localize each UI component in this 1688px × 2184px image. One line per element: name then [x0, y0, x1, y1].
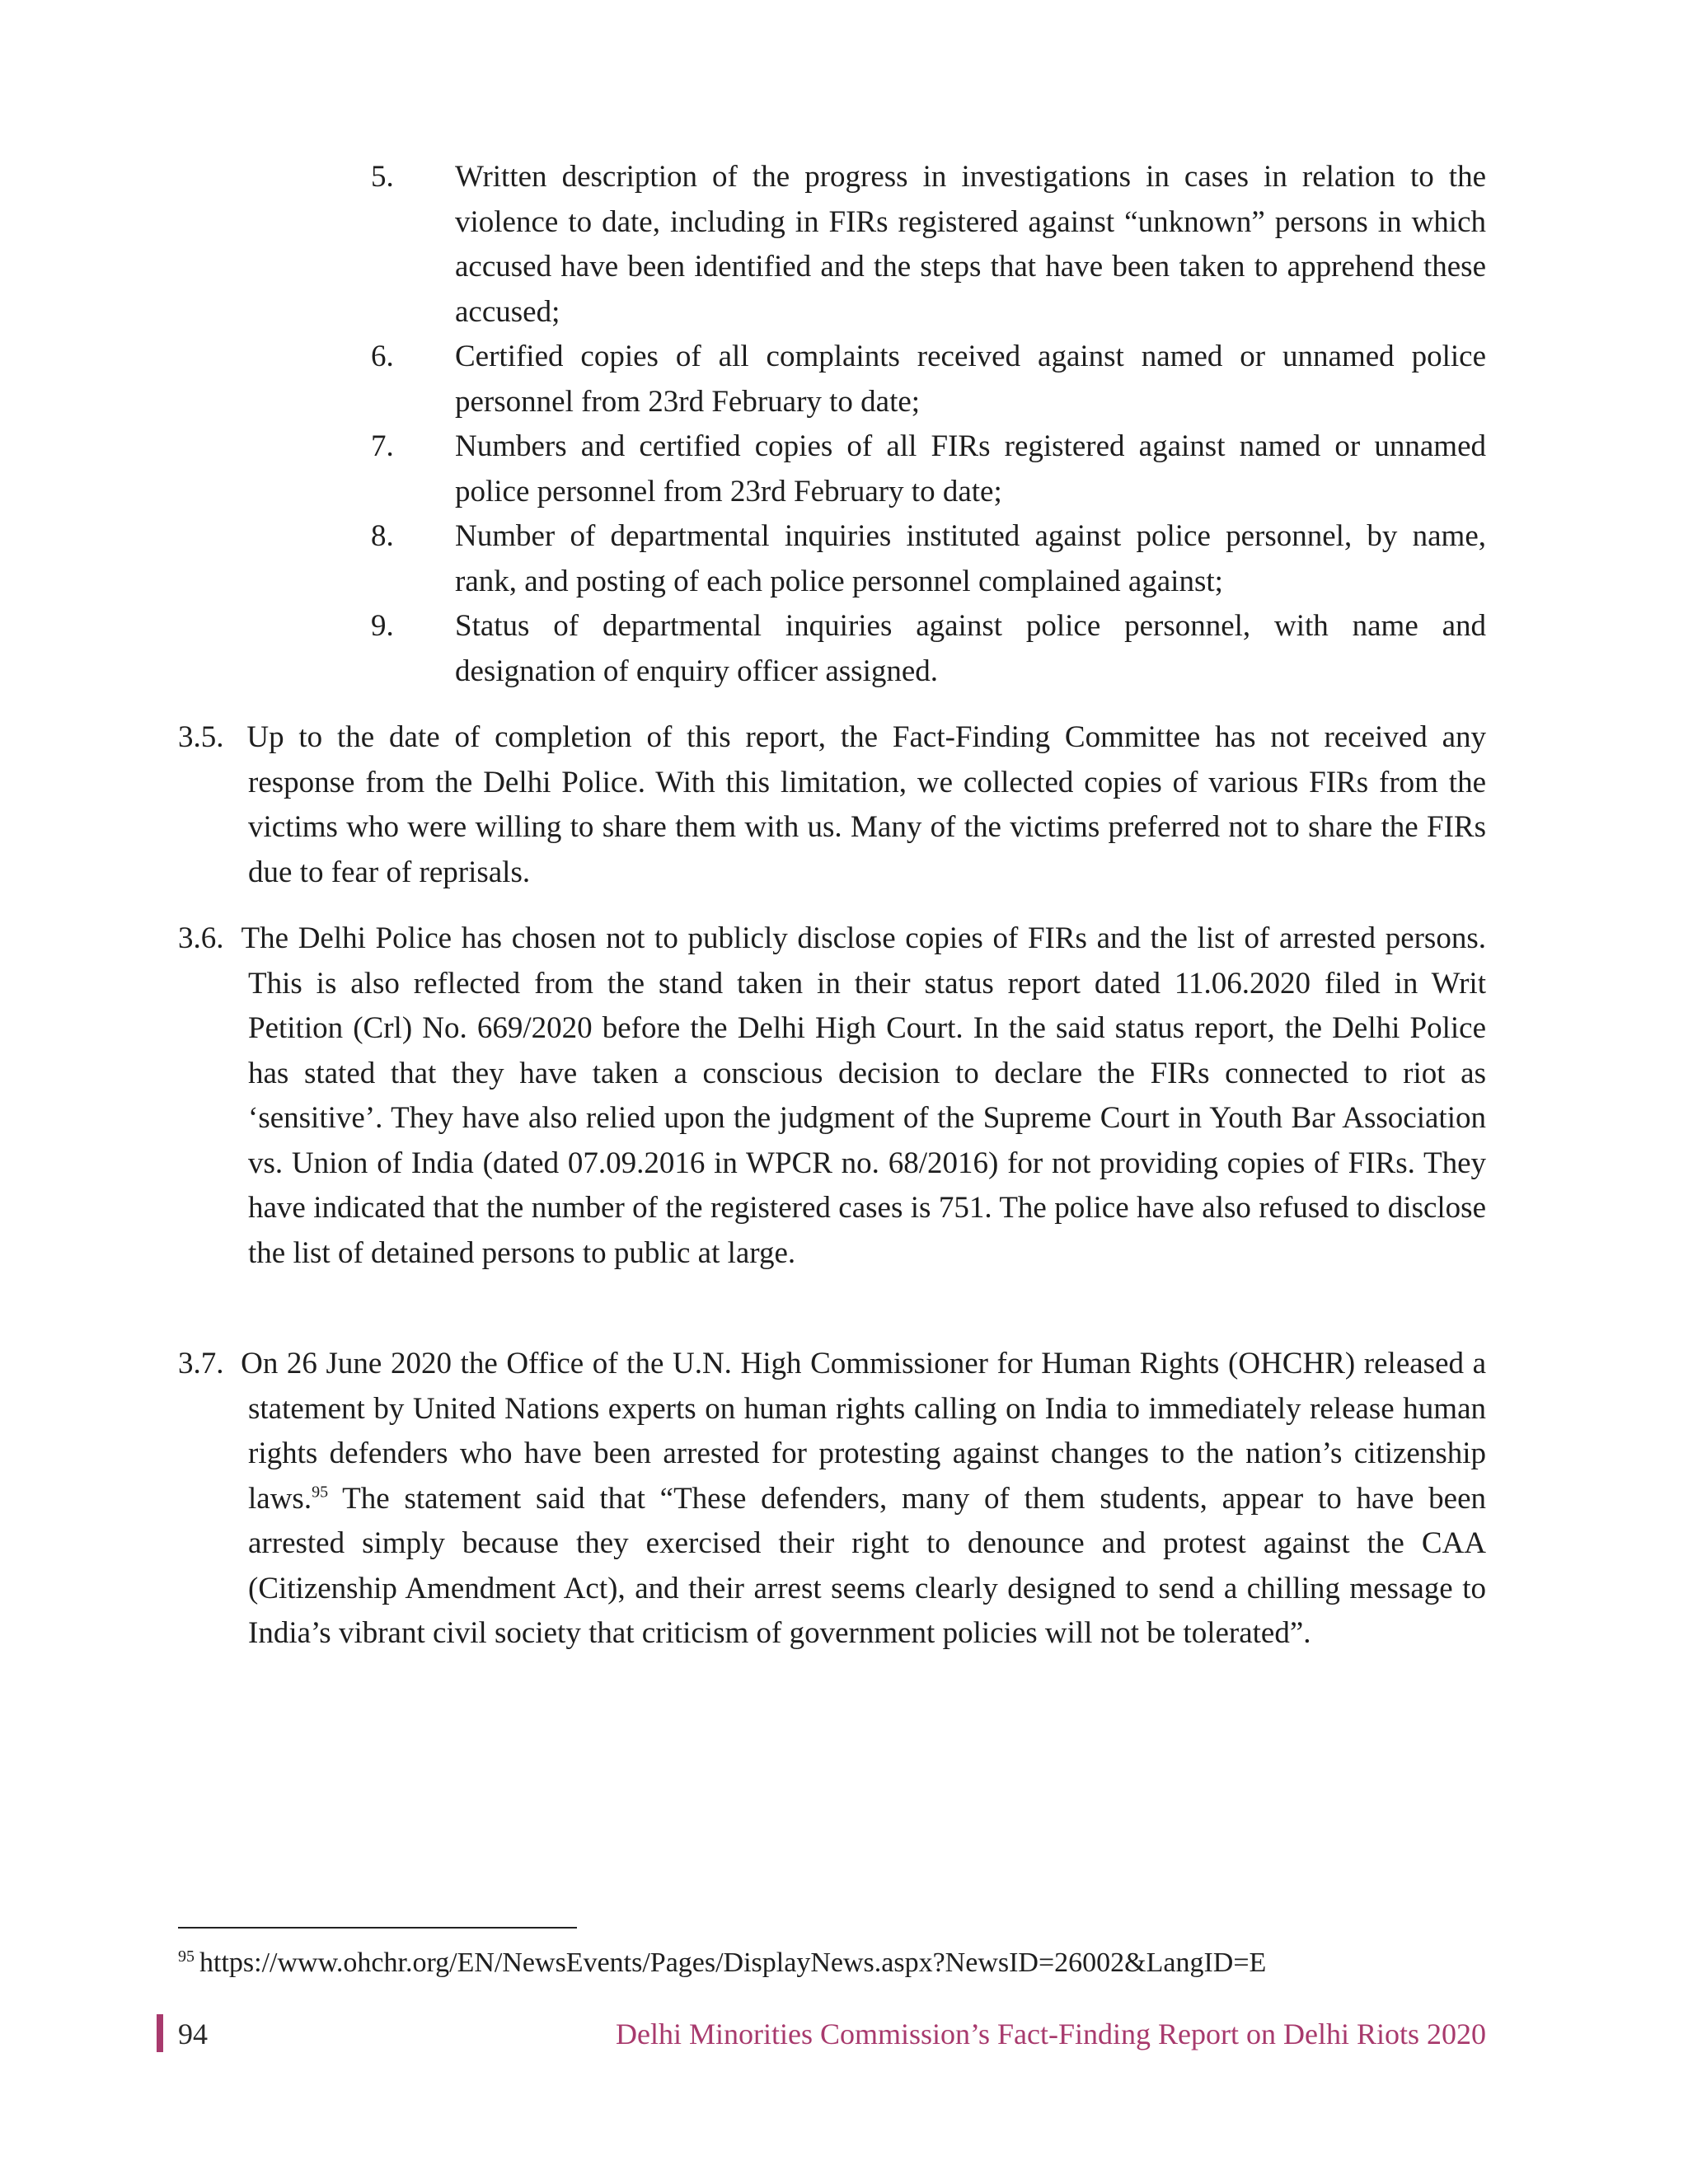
- list-item-number: 9.: [371, 609, 394, 643]
- list-item-text: Numbers and certified copies of all FIRs registered against named or unnamed police personnel from 23rd February to date;: [455, 429, 1486, 509]
- paragraph-number: 3.5.: [178, 720, 224, 754]
- paragraph-number: 3.6.: [178, 921, 224, 955]
- paragraph-3-7: [178, 1342, 1486, 1657]
- footnote-marker: 95: [178, 1947, 195, 1966]
- request-list: [363, 155, 1486, 694]
- footnote-url[interactable]: https://www.ohchr.org/EN/NewsEvents/Pages/DisplayNews.aspx?NewsID=26002&LangID=E: [199, 1947, 1267, 1978]
- paragraph-number: 3.7.: [178, 1347, 224, 1380]
- list-item: [363, 604, 1486, 694]
- footnote-reference[interactable]: 95: [312, 1483, 329, 1502]
- list-item-number: 7.: [371, 429, 394, 463]
- footer-accent-bar: [157, 2014, 163, 2052]
- paragraph-text-continued: The statement said that “These defenders, many of them students, appear to have been arrested simply because they exercised their right to denounce and protest against the CAA (Citizenship Amendment Act), and their arrest seems clearly designed to send a chilling message to India’s vibrant civil society that criticism of government policies will not be tolerated”.: [248, 1481, 1486, 1650]
- paragraph-text: Up to the date of completion of this report, the Fact-Finding Committee has not received any response from the Delhi Police. With this limitation, we collected copies of various FIRs from the victims who were willing to share them with us. Many of the victims preferred not to share the FIRs due to fear of reprisals.: [246, 720, 1486, 889]
- list-item-number: 8.: [371, 519, 394, 553]
- list-item: [363, 155, 1486, 335]
- list-item-number: 6.: [371, 340, 394, 373]
- list-item: [363, 424, 1486, 514]
- paragraph-3-5: [178, 715, 1486, 895]
- footnote: [178, 1945, 1497, 1981]
- page-number: 94: [178, 2018, 208, 2050]
- paragraph-text: On 26 June 2020 the Office of the U.N. High Commissioner for Human Rights (OHCHR) released a statement by United Nations experts on human rights calling on India to immediately release human rights defenders who have been arrested for protesting against changes to the nation’s citizenship laws.: [241, 1347, 1487, 1516]
- list-item: [363, 335, 1486, 424]
- list-item-text: Written description of the progress in investigations in cases in relation to the violence to date, including in FIRs registered against “unknown” persons in which accused have been identified and the steps that have been taken to apprehend these accused;: [455, 160, 1486, 329]
- list-item-number: 5.: [371, 160, 394, 194]
- list-item-text: Certified copies of all complaints received against named or unnamed police personnel from 23rd February to date;: [455, 340, 1486, 419]
- list-item: [363, 514, 1486, 604]
- paragraph-text: The Delhi Police has chosen not to publicly disclose copies of FIRs and the list of arrested persons. This is also reflected from the stand taken in their status report dated 11.06.2020 filed in Writ Petition (Crl) No. 669/2020 before the Delhi High Court. In the said status report, the Delhi Police has stated that they have taken a conscious decision to declare the FIRs connected to riot as ‘sensitive’. They have also relied upon the judgment of the Supreme Court in Youth Bar Association vs. Union of India (dated 07.09.2016 in WPCR no. 68/2016) for not providing copies of FIRs. They have indicated that the number of the registered cases is 751. The police have also refused to disclose the list of detained persons to public at large.: [241, 921, 1486, 1270]
- list-item-text: Status of departmental inquiries against police personnel, with name and designation of enquiry officer assigned.: [455, 609, 1486, 688]
- list-item-text: Number of departmental inquiries instituted against police personnel, by name, rank, and posting of each police personnel complained against;: [455, 519, 1486, 598]
- footnote-divider: [178, 1927, 577, 1929]
- paragraph-3-6: [178, 916, 1486, 1276]
- running-footer-title: Delhi Minorities Commission’s Fact-Finding Report on Delhi Riots 2020: [615, 2018, 1486, 2050]
